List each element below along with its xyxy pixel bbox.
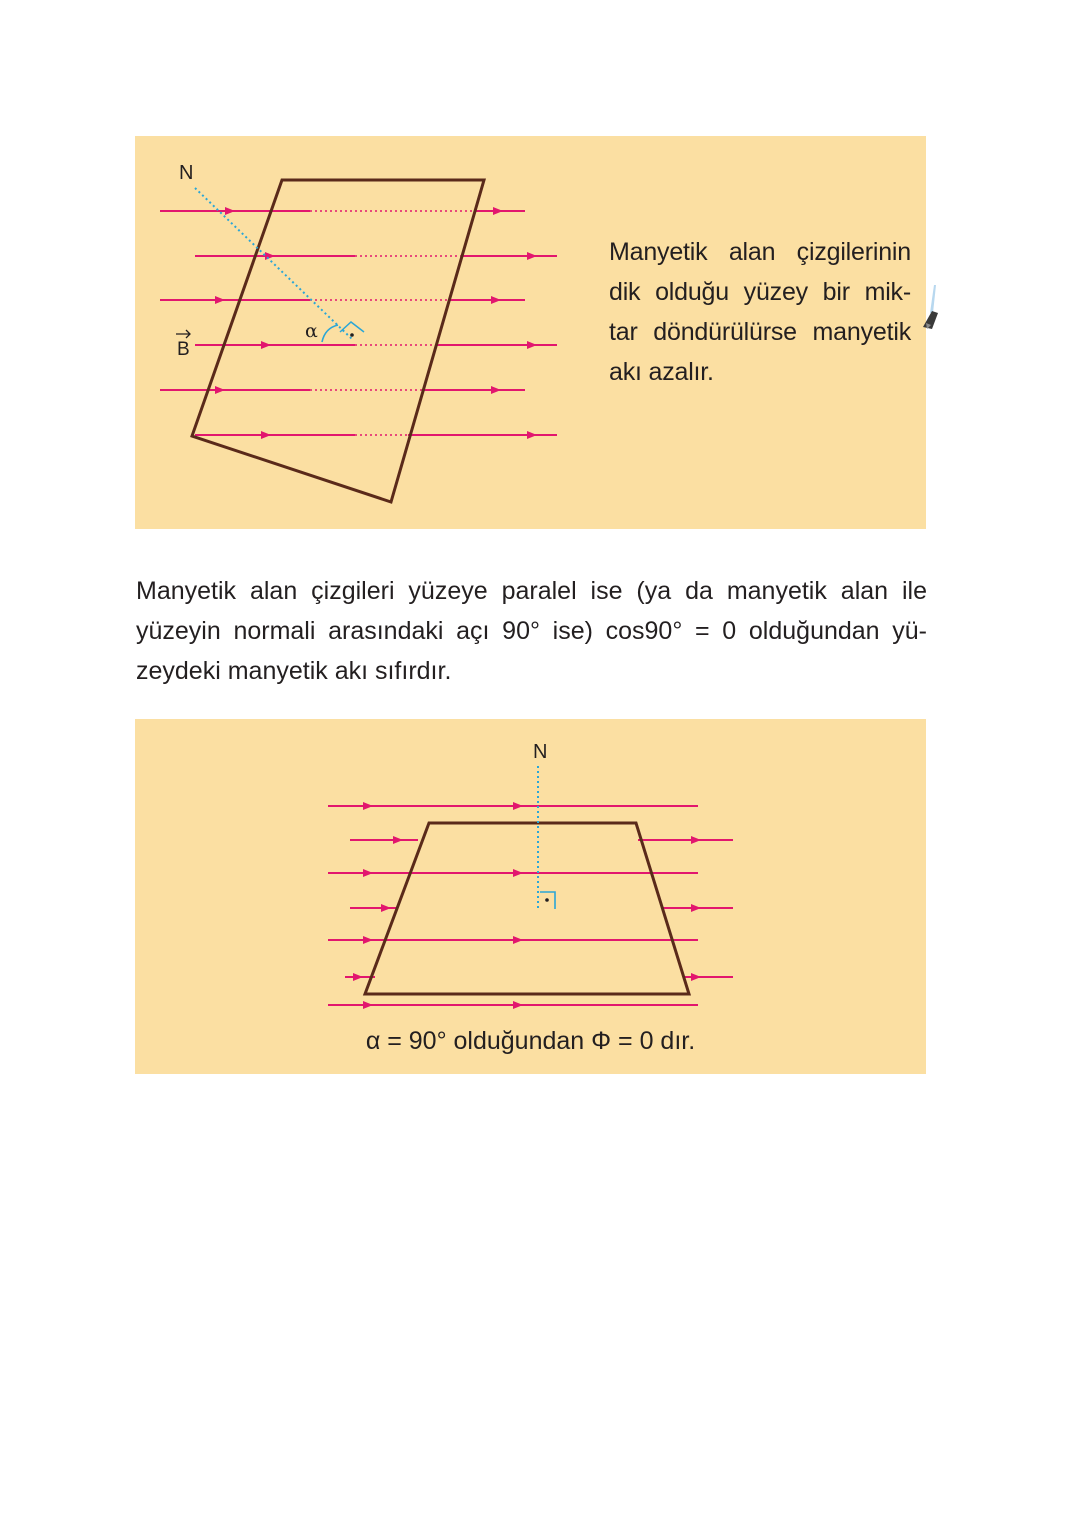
parallel-surface-diagram (135, 719, 926, 1074)
side-text-line-1: Manyetik alan çizgilerinin (609, 238, 911, 266)
figure-parallel-surface (135, 719, 926, 1074)
side-text-line-2: dik olduğu yüzey bir mik- (609, 278, 911, 306)
normal-label: N (179, 162, 194, 184)
vector-arrow-icon (176, 330, 190, 338)
angle-arc (322, 325, 338, 342)
rotation-explanation (609, 232, 911, 392)
figure-rotated-surface (135, 136, 926, 529)
pen-icon (920, 283, 940, 335)
angle-label: α (305, 320, 318, 342)
paragraph-line-2: yüzeyin normali arasındaki açı 90° ise) cos90° = 0 olduğundan yü- (136, 617, 927, 645)
parallel-field-paragraph (136, 571, 927, 691)
paragraph-line-1: Manyetik alan çizgileri yüzeye paralel ise (ya da manyetik alan ile (136, 577, 927, 605)
tilted-surface (192, 180, 484, 502)
normal-label: N (533, 741, 548, 763)
side-text-line-3: tar döndürülürse manyetik (609, 318, 911, 346)
side-text-line-4: akı azalır. (609, 358, 714, 386)
field-label: B (177, 339, 190, 360)
figure-caption: α = 90° olduğundan Φ = 0 dır. (365, 1027, 696, 1055)
flat-surface (365, 823, 689, 994)
paragraph-line-3: zeydeki manyetik akı sıfırdır. (136, 657, 452, 685)
